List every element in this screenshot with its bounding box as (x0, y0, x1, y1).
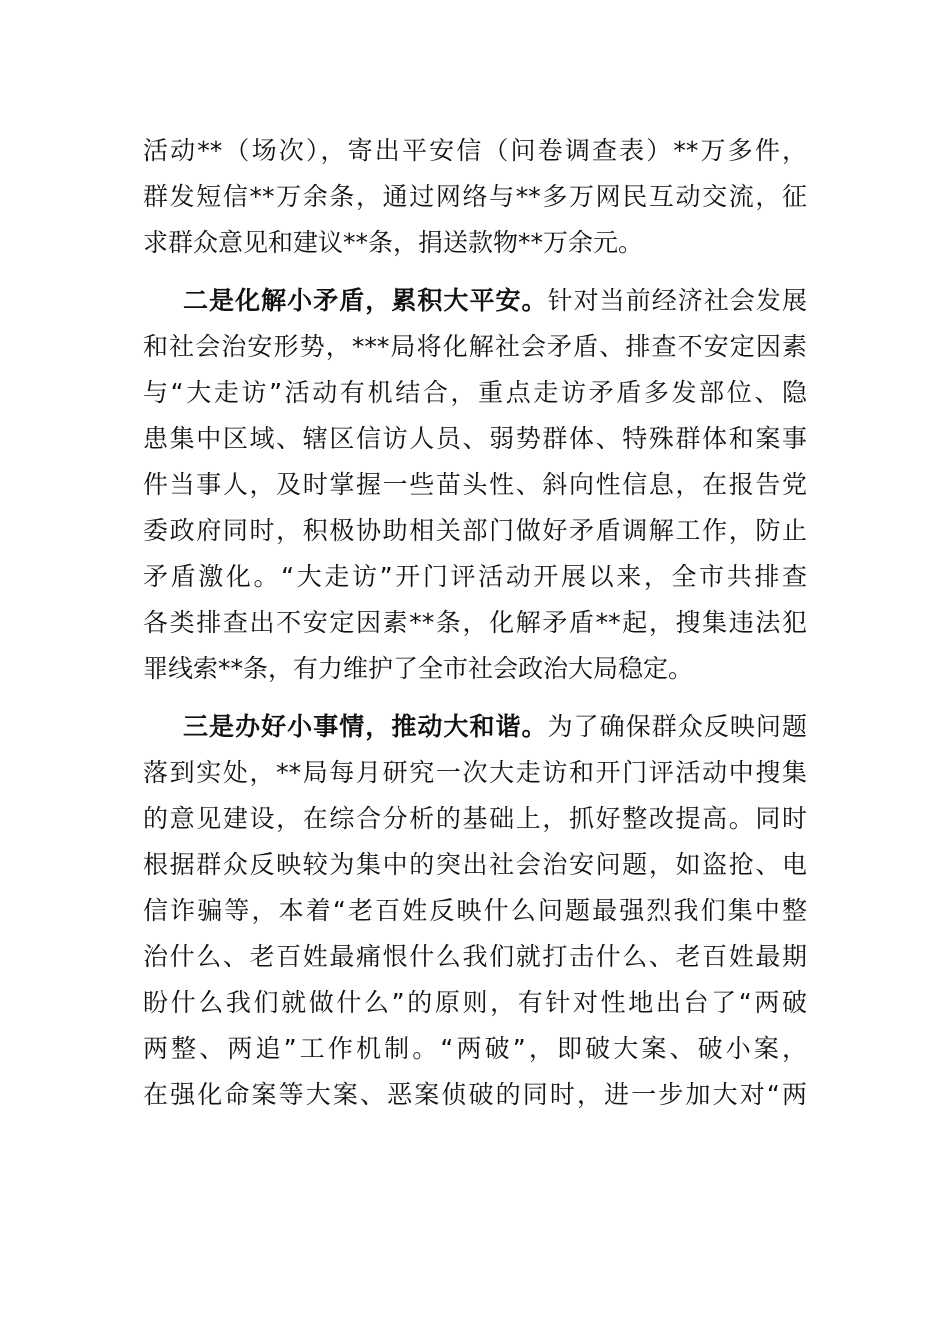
paragraph-first-line (143, 704, 807, 750)
text-line: 矛盾激化。“大走访”开门评活动开展以来，全市共排查 (143, 562, 807, 591)
paragraph-first-line (143, 278, 807, 324)
text-line: 根据群众反映较为集中的突出社会治安问题，如盗抢、电 (143, 850, 807, 879)
text-line: 的意见建设，在综合分析的基础上，抓好整改提高。同时 (143, 804, 807, 833)
document-page (143, 128, 807, 1118)
text-line: 活动**（场次），寄出平安信（问卷调查表）**万多件， (143, 136, 807, 165)
paragraph-2 (143, 278, 807, 692)
text-line: 患集中区域、辖区信访人员、弱势群体、特殊群体和案事 (143, 424, 807, 453)
text-line: 两整、两追”工作机制。“两破”，即破大案、破小案， (143, 1034, 807, 1063)
paragraph-heading: 二是化解小矛盾，累积大平安。 (183, 286, 548, 315)
text-line: 信诈骗等，本着“老百姓反映什么问题最强烈我们集中整 (143, 896, 807, 925)
text-line: 与“大走访”活动有机结合，重点走访矛盾多发部位、隐 (143, 378, 807, 407)
text-line: 落到实处，**局每月研究一次大走访和开门评活动中搜集 (143, 758, 807, 787)
text-line: 群发短信**万余条，通过网络与**多万网民互动交流，征 (143, 182, 807, 211)
text-run: 为了确保群众反映问题 (547, 712, 807, 741)
text-line: 和社会治安形势，***局将化解社会矛盾、排查不安定因素 (143, 332, 807, 361)
text-line: 盼什么我们就做什么”的原则，有针对性地出台了“两破 (143, 988, 807, 1017)
text-run: 针对当前经济社会发展 (547, 286, 807, 315)
text-line: 各类排查出不安定因素**条，化解矛盾**起，搜集违法犯 (143, 608, 807, 637)
paragraph-heading: 三是办好小事情，推动大和谐。 (183, 712, 548, 741)
text-line: 罪线索**条，有力维护了全市社会政治大局稳定。 (143, 654, 694, 683)
paragraph-1 (143, 128, 807, 266)
text-line: 治什么、老百姓最痛恨什么我们就打击什么、老百姓最期 (143, 942, 807, 971)
paragraph-3 (143, 704, 807, 1118)
text-line: 件当事人，及时掌握一些苗头性、斜向性信息，在报告党 (143, 470, 807, 499)
text-line: 委政府同时，积极协助相关部门做好矛盾调解工作，防止 (143, 516, 807, 545)
text-line: 在强化命案等大案、恶案侦破的同时，进一步加大对“两 (143, 1080, 807, 1109)
text-line: 求群众意见和建议**条，捐送款物**万余元。 (143, 228, 644, 257)
